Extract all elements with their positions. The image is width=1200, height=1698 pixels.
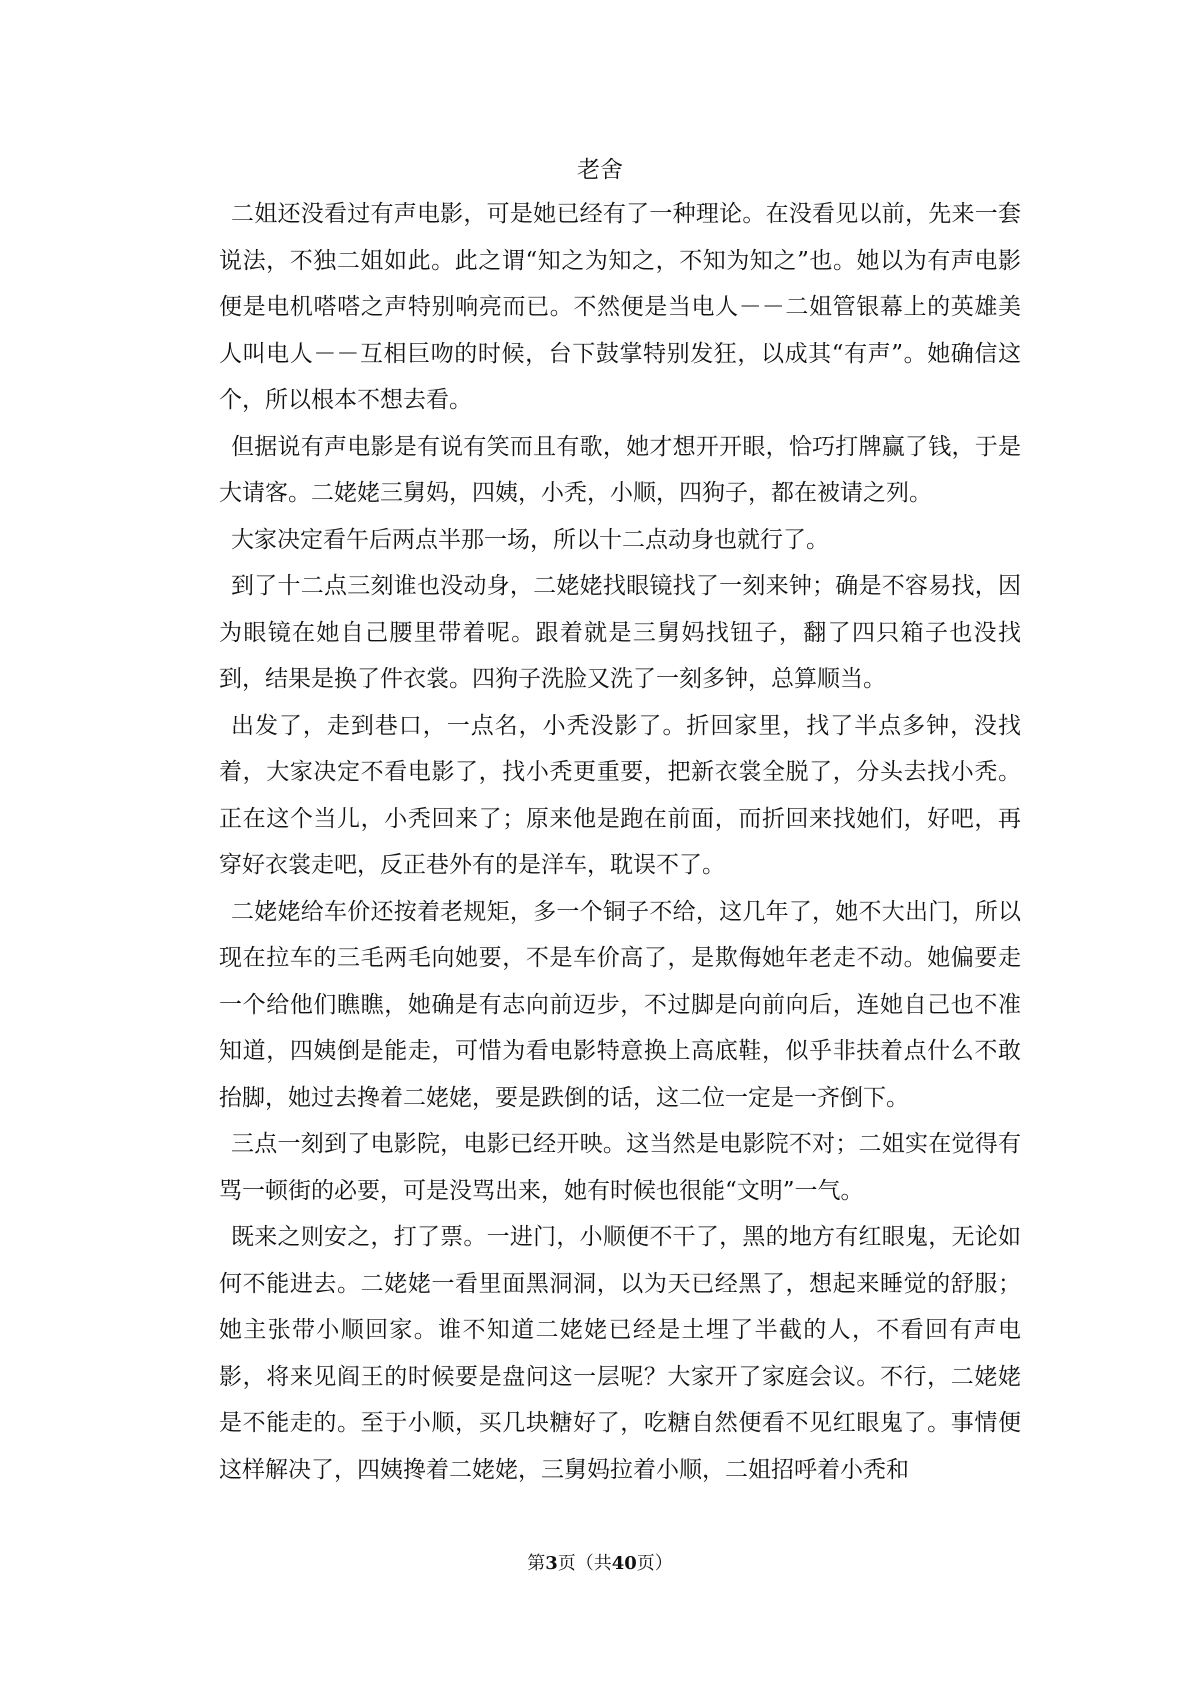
footer-suffix: 页） — [636, 1553, 673, 1574]
footer-prefix: 第 — [527, 1553, 546, 1574]
paragraph: 既来之则安之，打了票。一进门，小顺便不干了，黑的地方有红眼鬼，无论如何不能进去。二姥姥一看里面黑洞洞，以为天已经黑了，想起来睡觉的舒服；她主张带小顺回家。谁不知道二姥姥已经是土埋了半截的人，不看回有声电影，将来见阎王的时候要是盘问这一层呢？大家开了家庭会议。不行，二姥姥是不能走的。至于小顺，买几块糖好了，吃糖自然便看不见红眼鬼了。事情便这样解决了，四姨搀着二姥姥，三舅妈拉着小顺，二姐招呼着小秃和 — [219, 1224, 1021, 1483]
page-footer — [0, 1551, 1200, 1577]
paragraph: 出发了，走到巷口，一点名，小秃没影了。折回家里，找了半点多钟，没找着，大家决定不看电影了，找小秃更重要，把新衣裳全脱了，分头去找小秃。正在这个当儿，小秃回来了；原来他是跑在前面，而折回来找她们，好吧，再穿好衣裳走吧，反正巷外有的是洋车，耽误不了。 — [219, 712, 1021, 878]
paragraph: 到了十二点三刻谁也没动身，二姥姥找眼镜找了一刻来钟；确是不容易找，因为眼镜在她自己腰里带着呢。跟着就是三舅妈找钮子，翻了四只箱子也没找到，结果是换了件衣裳。四狗子洗脸又洗了一刻多钟，总算顺当。 — [219, 573, 1021, 692]
paragraph: 三点一刻到了电影院，电影已经开映。这当然是电影院不对；二姐实在觉得有骂一顿街的必要，可是没骂出来，她有时候也很能“文明”一气。 — [219, 1131, 1021, 1204]
paragraph: 但据说有声电影是有说有笑而且有歌，她才想开开眼，恰巧打牌赢了钱，于是大请客。二姥姥三舅妈，四姨，小秃，小顺，四狗子，都在被请之列。 — [219, 433, 1021, 506]
footer-middle: 页（共 — [557, 1553, 612, 1574]
paragraph: 大家决定看午后两点半那一场，所以十二点动身也就行了。 — [231, 526, 829, 553]
paragraph: 二姥姥给车价还按着老规矩，多一个铜子不给，这几年了，她不大出门，所以现在拉车的三毛两毛向她要，不是车价高了，是欺侮她年老走不动。她偏要走一个给他们瞧瞧，她确是有志向前迈步，不过脚是向前向后，连她自己也不准知道，四姨倒是能走，可惜为看电影特意换上高底鞋，似乎非扶着点什么不敢抬脚，她过去搀着二姥姥，要是跌倒的话，这二位一定是一齐倒下。 — [219, 898, 1021, 1111]
body-text — [219, 191, 1021, 1493]
paragraph: 二姐还没看过有声电影，可是她已经有了一种理论。在没看见以前，先来一套说法，不独二姐如此。此之谓“知之为知之，不知为知之”也。她以为有声电影便是电机嗒嗒之声特别响亮而已。不然便是当电人－－二姐管银幕上的英雄美人叫电人－－互相巨吻的时候，台下鼓掌特别发狂，以成其“有声”。她确信这个，所以根本不想去看。 — [219, 201, 1021, 413]
total-pages-number: 40 — [611, 1553, 637, 1574]
author-name: 老舍 — [577, 157, 623, 183]
current-page-number: 3 — [545, 1553, 558, 1574]
